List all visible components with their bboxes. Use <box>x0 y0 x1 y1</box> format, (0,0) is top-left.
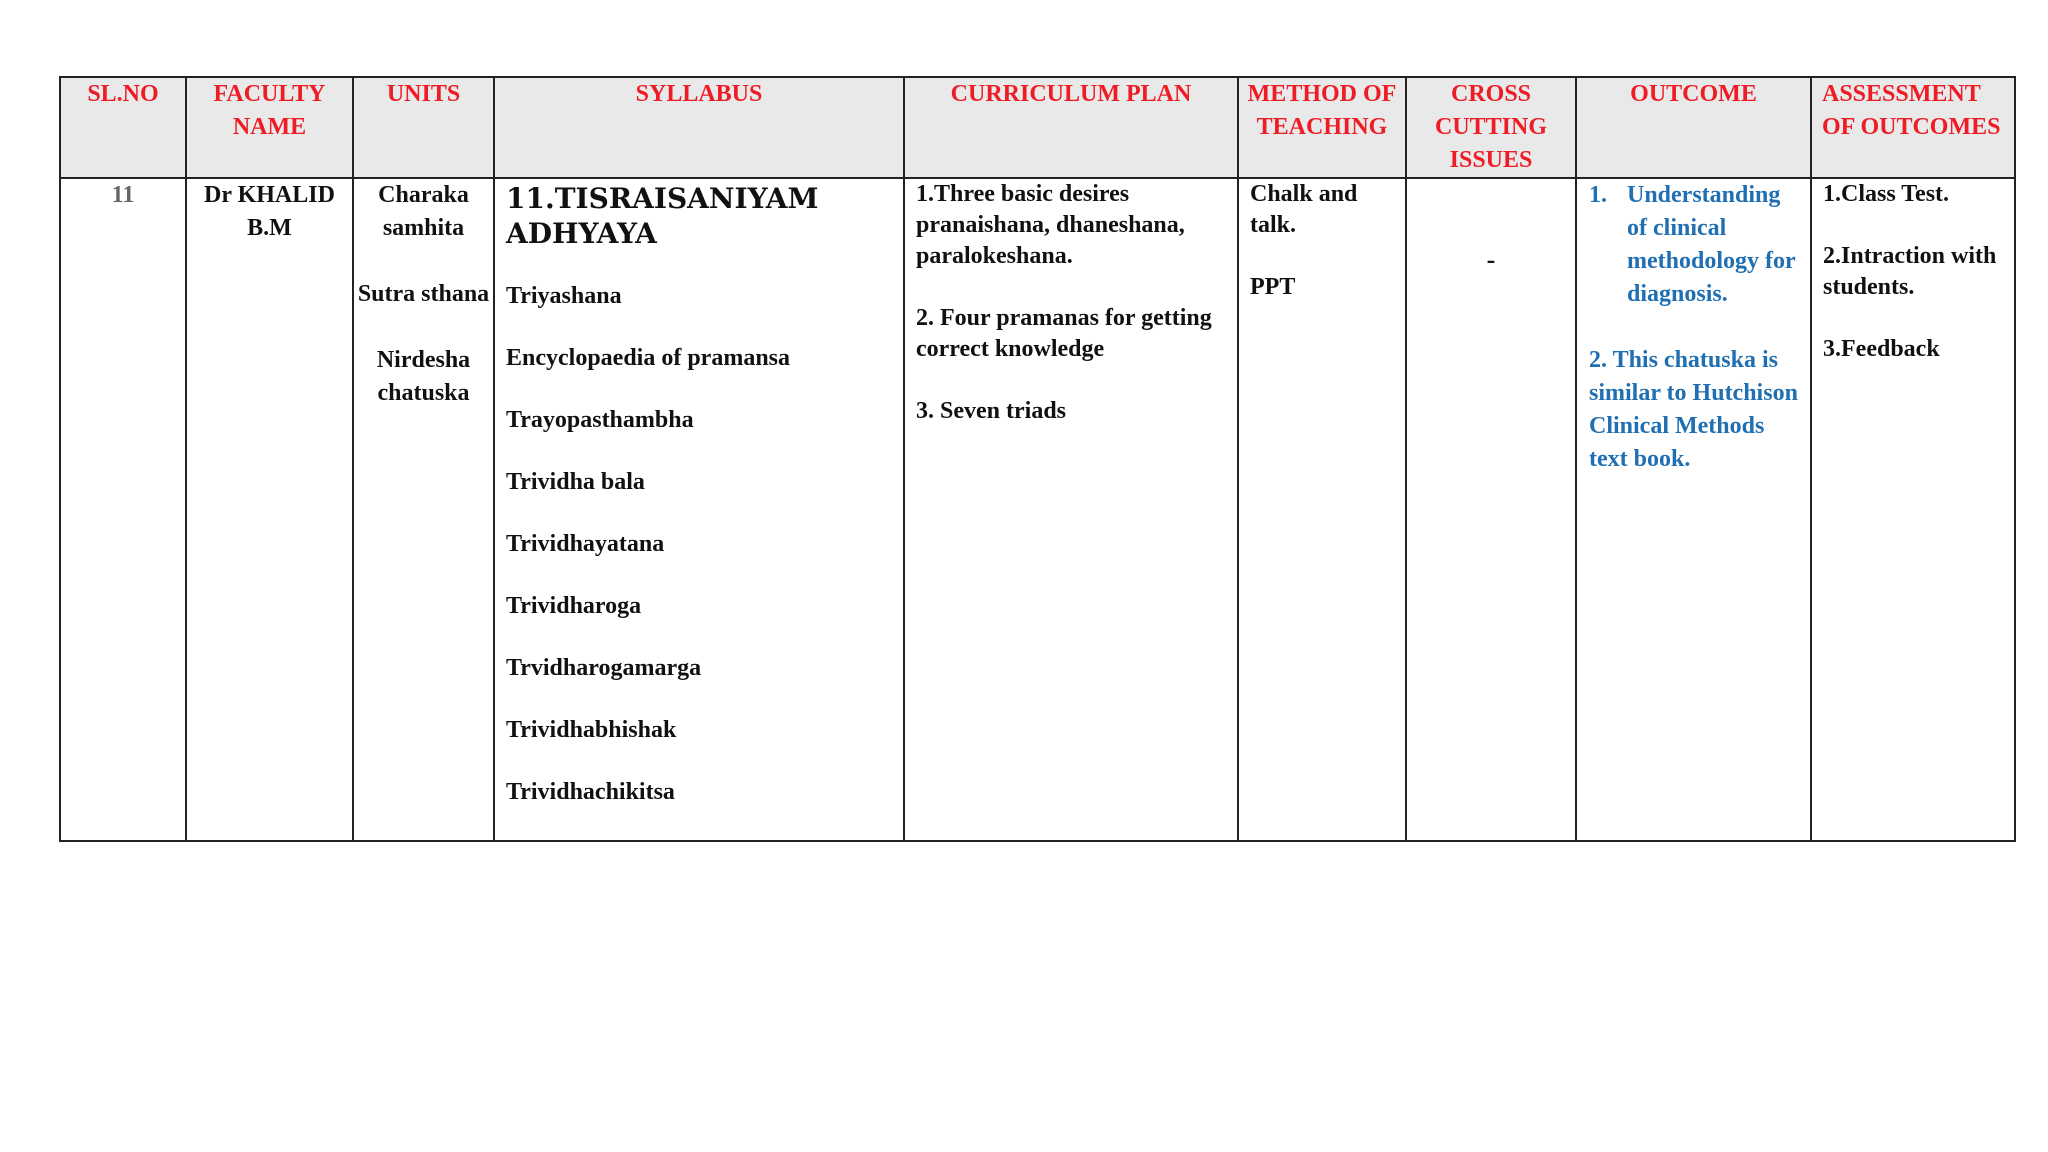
outcome-item-1 <box>1589 179 1802 311</box>
header-syllabus: SYLLABUS <box>494 77 904 178</box>
header-method-of-teaching: METHOD OF TEACHING <box>1238 77 1406 178</box>
outcome-item-1-text: Understanding of clinical methodology for diagnosis. <box>1627 182 1796 307</box>
assessment-item-3: 3.Feedback <box>1823 336 1940 362</box>
header-units: UNITS <box>353 77 494 178</box>
cell-faculty-name: Dr KHALID B.M <box>186 178 353 841</box>
syllabus-item: Trayopasthambha <box>506 407 694 433</box>
cell-outcome <box>1576 178 1811 841</box>
syllabus-item: Trividhabhishak <box>506 717 677 743</box>
curriculum-point-1: 1.Three basic desires pranaishana, dhaneshana, paralokeshana. <box>916 181 1185 269</box>
assessment-item-2: 2.Intraction with students. <box>1823 243 1997 300</box>
syllabus-item: Trvidharogamarga <box>506 655 702 681</box>
syllabus-item: Trividhayatana <box>506 531 665 557</box>
header-sl-no: SL.NO <box>60 77 186 178</box>
header-faculty-name: FACULTY NAME <box>186 77 353 178</box>
assessment-item-1: 1.Class Test. <box>1823 181 1950 207</box>
curriculum-point-3: 3. Seven triads <box>916 398 1066 424</box>
header-outcome: OUTCOME <box>1576 77 1811 178</box>
curriculum-point-2: 2. Four pramanas for getting correct knowledge <box>916 305 1212 362</box>
syllabus-item: Encyclopaedia of pramansa <box>506 345 791 371</box>
cross-cutting-value: - <box>1486 245 1496 274</box>
method-item-2: PPT <box>1250 274 1296 300</box>
header-cross-cutting-issues: CROSS CUTTING ISSUES <box>1406 77 1576 178</box>
units-line-3: Nirdesha chatuska <box>376 347 471 406</box>
outcome-item-1-number: 1. <box>1589 182 1607 208</box>
syllabus-item: Trividhachikitsa <box>506 779 675 805</box>
cell-sl-no: 11 <box>60 178 186 841</box>
curriculum-table <box>59 76 2016 842</box>
units-line-1: Charaka samhita <box>378 182 469 241</box>
cell-syllabus <box>494 178 904 841</box>
syllabus-item: Triyashana <box>506 283 622 309</box>
cell-method-of-teaching <box>1238 178 1406 841</box>
syllabus-title: 11.TISRAISANIYAM ADHYAYA <box>506 182 819 250</box>
units-line-2: Sutra sthana <box>357 281 490 307</box>
method-item-1: Chalk and talk. <box>1250 181 1358 238</box>
cell-cross-cutting-issues <box>1406 178 1576 841</box>
table-row <box>60 178 2015 841</box>
syllabus-item: Trividharoga <box>506 593 642 619</box>
syllabus-item: Trividha bala <box>506 469 645 495</box>
header-row <box>60 77 2015 178</box>
outcome-item-2: 2. This chatuska is similar to Hutchison Clinical Methods text book. <box>1589 347 1798 472</box>
cell-curriculum-plan <box>904 178 1238 841</box>
header-assessment-of-outcomes: ASSESSMENT OF OUTCOMES <box>1811 77 2015 178</box>
header-curriculum-plan: CURRICULUM PLAN <box>904 77 1238 178</box>
cell-units <box>353 178 494 841</box>
cell-assessment <box>1811 178 2015 841</box>
